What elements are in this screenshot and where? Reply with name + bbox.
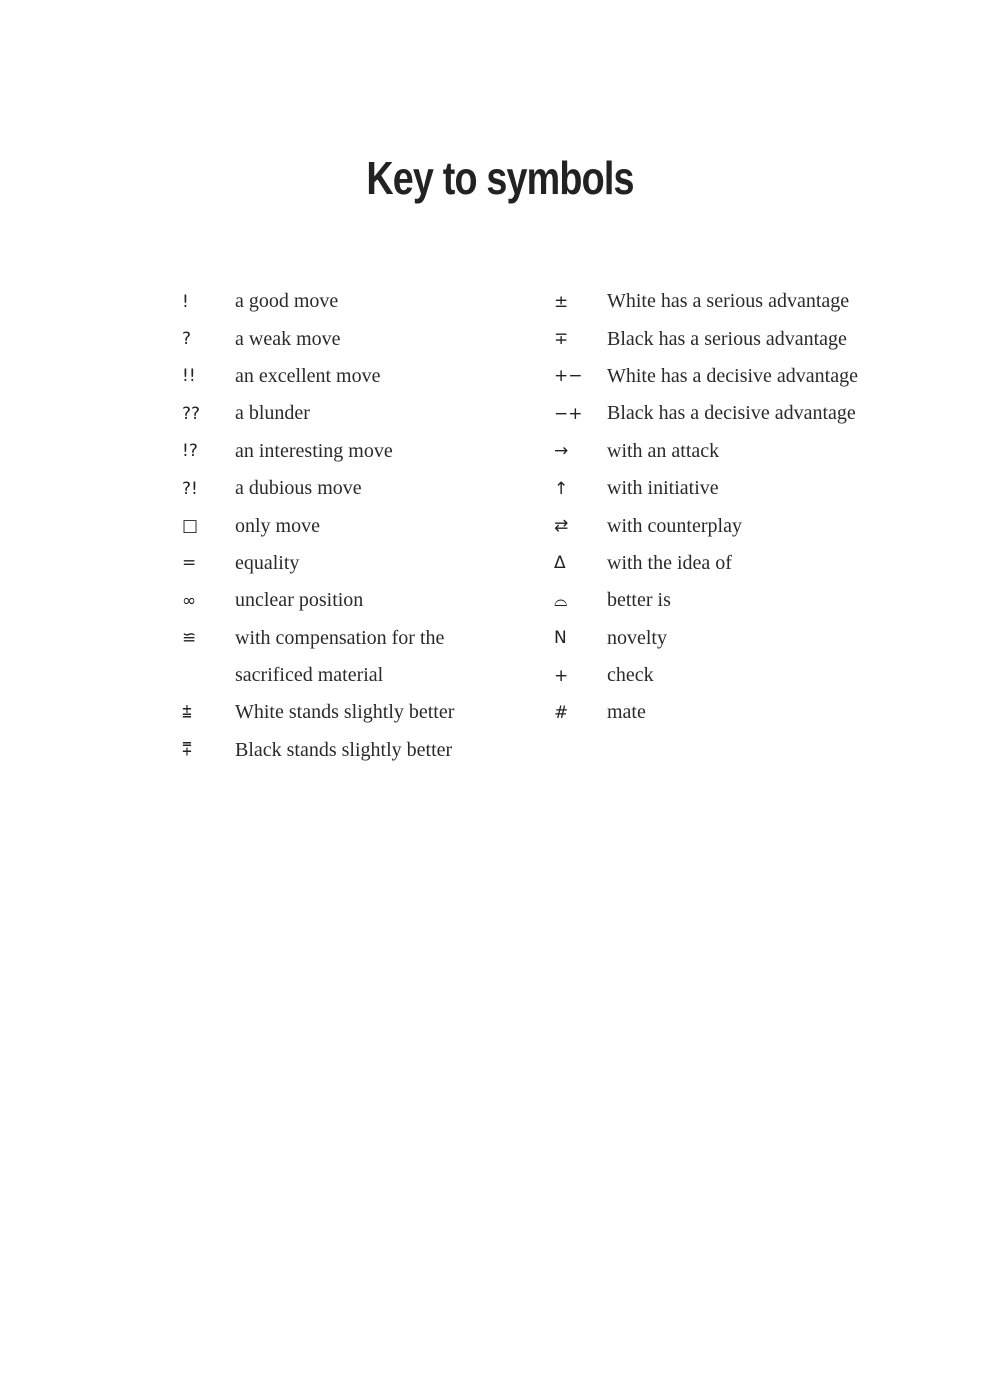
- symbol-glyph: ⇄: [554, 516, 569, 537]
- symbol-row: [182, 433, 522, 470]
- symbol-row: [182, 358, 522, 395]
- symbol-meaning: a blunder: [235, 402, 310, 425]
- symbol-meaning: unclear position: [235, 589, 364, 612]
- symbol-row: [182, 395, 522, 432]
- page-title: Key to symbols: [366, 152, 634, 204]
- symbol-row-continuation: [182, 657, 522, 694]
- symbol-glyph: →: [554, 441, 569, 462]
- symbol-row: [554, 283, 974, 320]
- symbol-meaning: sacrificed material: [235, 664, 384, 687]
- symbol-glyph: ??: [182, 403, 201, 424]
- symbol-row: [182, 507, 522, 544]
- symbol-meaning: with the idea of: [607, 551, 732, 574]
- symbol-meaning: an excellent move: [235, 364, 381, 387]
- symbol-row: [182, 545, 522, 582]
- symbol-glyph: ↑: [554, 478, 569, 499]
- symbol-glyph: ≌: [182, 628, 197, 649]
- symbol-row: [182, 694, 522, 731]
- symbol-row: [554, 320, 974, 357]
- symbol-glyph: #: [554, 702, 569, 723]
- symbol-row: [554, 620, 974, 657]
- symbol-meaning: White stands slightly better: [235, 701, 455, 724]
- symbol-glyph: !!: [182, 366, 196, 387]
- symbol-row: [554, 395, 974, 432]
- symbol-row: [182, 582, 522, 619]
- symbol-glyph: ⩲: [182, 702, 192, 723]
- symbol-row: [554, 694, 974, 731]
- symbol-glyph: ∓: [554, 329, 569, 350]
- symbol-meaning: equality: [235, 551, 300, 574]
- symbol-row: [182, 470, 522, 507]
- symbol-glyph: +−: [554, 366, 583, 387]
- symbol-glyph: ⌓: [554, 590, 568, 611]
- symbol-meaning: mate: [607, 701, 646, 724]
- symbol-glyph: ?!: [182, 478, 198, 499]
- symbols-left-column: [182, 283, 522, 769]
- symbol-row: [554, 582, 974, 619]
- symbols-right-column: [554, 283, 974, 732]
- symbol-meaning: with compensation for the: [235, 626, 445, 649]
- symbol-glyph: !: [182, 291, 189, 312]
- symbol-meaning: White has a serious advantage: [607, 290, 850, 313]
- symbol-row: [182, 732, 522, 769]
- symbol-row: [554, 470, 974, 507]
- symbol-meaning: better is: [607, 589, 671, 612]
- symbol-meaning: with initiative: [607, 477, 719, 500]
- symbol-meaning: check: [607, 664, 654, 687]
- symbol-meaning: an interesting move: [235, 439, 393, 462]
- symbol-glyph: =: [182, 553, 197, 574]
- symbol-meaning: a dubious move: [235, 477, 362, 500]
- symbol-meaning: Black has a decisive advantage: [607, 402, 856, 425]
- symbol-meaning: only move: [235, 514, 320, 537]
- symbol-row: [554, 433, 974, 470]
- symbol-glyph: −+: [554, 403, 583, 424]
- symbol-row: [182, 283, 522, 320]
- symbol-glyph: ∞: [182, 590, 197, 611]
- symbol-glyph: □: [182, 516, 199, 537]
- symbol-row: [554, 507, 974, 544]
- symbol-row: [554, 358, 974, 395]
- symbol-glyph: ±: [554, 291, 569, 312]
- symbol-meaning: Black stands slightly better: [235, 738, 453, 761]
- symbol-glyph: ?: [182, 329, 192, 350]
- symbol-meaning: a weak move: [235, 327, 341, 350]
- symbol-row: [554, 545, 974, 582]
- symbol-glyph: +: [554, 665, 569, 686]
- symbol-glyph: Δ: [554, 553, 566, 574]
- symbol-glyph: !?: [182, 441, 198, 462]
- symbol-row: [554, 657, 974, 694]
- symbol-glyph: N: [554, 628, 567, 649]
- symbol-meaning: with counterplay: [607, 514, 742, 537]
- symbol-meaning: with an attack: [607, 439, 720, 462]
- symbol-row: [182, 320, 522, 357]
- symbol-glyph: ⩱: [182, 740, 192, 761]
- symbol-row: [182, 620, 522, 657]
- symbol-meaning: White has a decisive advantage: [607, 364, 858, 387]
- symbol-meaning: novelty: [607, 626, 667, 649]
- symbol-meaning: Black has a serious advantage: [607, 327, 847, 350]
- symbol-meaning: a good move: [235, 290, 339, 313]
